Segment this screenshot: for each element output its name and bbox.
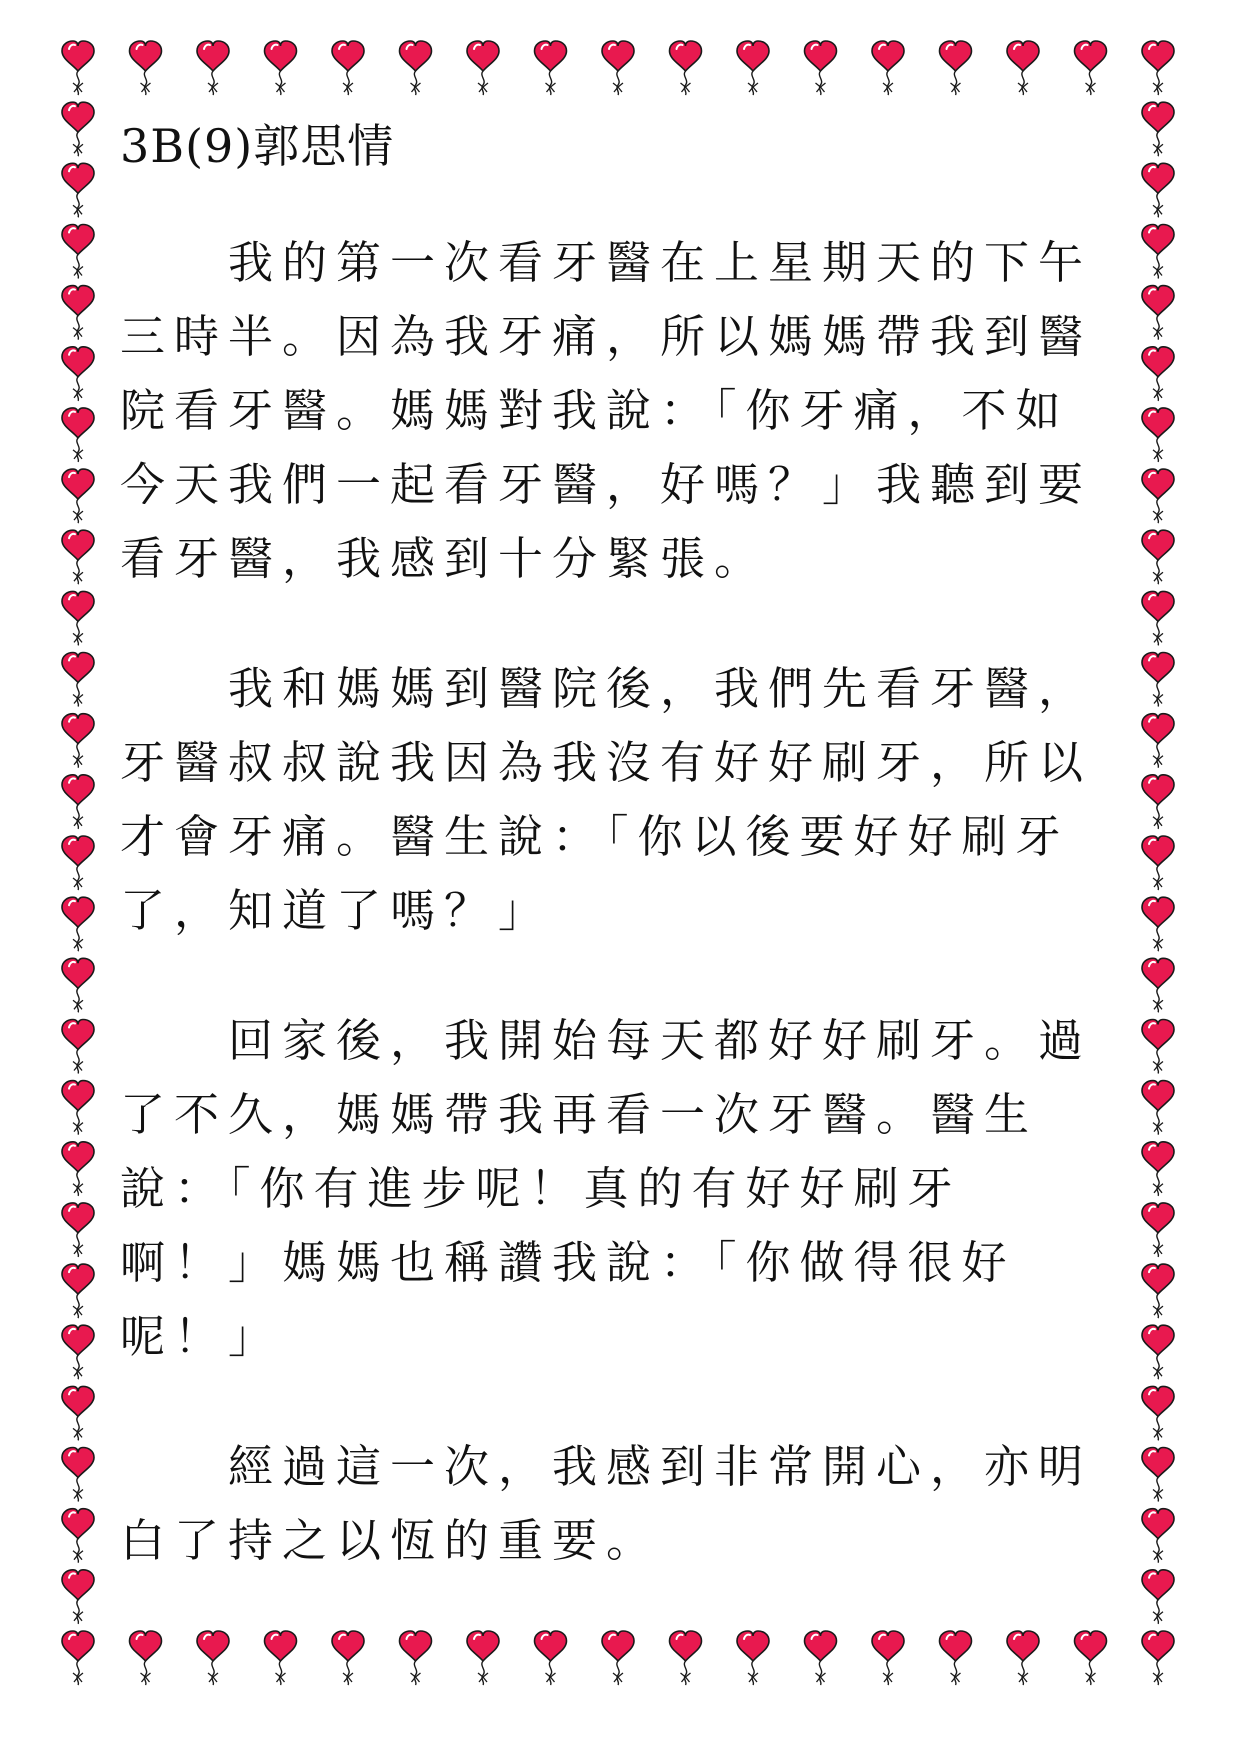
heart-balloon-icon	[197, 41, 229, 95]
heart-balloon-icon	[670, 1631, 702, 1685]
heart-balloon-icon	[1142, 1570, 1174, 1624]
paragraph-line: 我的第一次看牙醫在上星期天的下午	[228, 236, 1093, 289]
heart-balloon-icon	[1142, 1631, 1174, 1685]
heart-balloon-icon	[62, 469, 94, 523]
heart-balloon-icon	[62, 286, 94, 340]
paragraph	[120, 652, 1100, 948]
heart-balloon-icon	[62, 1203, 94, 1257]
paragraph-line: 白了持之以恆的重要。	[120, 1514, 661, 1567]
paragraph-line: 了，知道了嗎？」	[120, 884, 553, 937]
heart-balloon-icon	[872, 1631, 904, 1685]
heart-balloon-icon	[130, 41, 162, 95]
heart-balloon-icon	[1142, 591, 1174, 645]
heart-balloon-icon	[1142, 1142, 1174, 1196]
heart-balloon-icon	[62, 897, 94, 951]
heart-balloon-icon	[602, 1631, 634, 1685]
heart-balloon-icon	[1075, 1631, 1107, 1685]
paragraph-line: 了不久，媽媽帶我再看一次牙醫。醫生	[120, 1088, 1039, 1141]
heart-balloon-icon	[62, 1509, 94, 1563]
heart-balloon-icon	[62, 1448, 94, 1502]
heart-balloon-icon	[737, 41, 769, 95]
heart-balloon-icon	[940, 1631, 972, 1685]
heart-balloon-icon	[62, 1325, 94, 1379]
heart-balloon-icon	[197, 1631, 229, 1685]
heart-balloon-icon	[1142, 897, 1174, 951]
heart-balloon-icon	[62, 775, 94, 829]
paragraph	[120, 1004, 1100, 1374]
heart-balloon-icon	[265, 1631, 297, 1685]
heart-balloon-icon	[62, 958, 94, 1012]
heart-balloon-icon	[805, 1631, 837, 1685]
heart-balloon-icon	[1142, 714, 1174, 768]
heart-balloon-icon	[62, 41, 94, 95]
heart-balloon-icon	[1142, 1203, 1174, 1257]
paragraph-line: 院看牙醫。媽媽對我說：「你牙痛，不如	[120, 384, 1070, 437]
heart-balloon-icon	[1142, 102, 1174, 156]
heart-balloon-icon	[1142, 225, 1174, 279]
heart-balloon-icon	[62, 347, 94, 401]
heart-balloon-icon	[332, 1631, 364, 1685]
paragraph-line: 看牙醫，我感到十分緊張。	[120, 532, 769, 585]
heart-balloon-icon	[62, 1631, 94, 1685]
heart-balloon-icon	[62, 1386, 94, 1440]
heart-balloon-icon	[535, 41, 567, 95]
heart-balloon-icon	[940, 41, 972, 95]
heart-balloon-icon	[1142, 958, 1174, 1012]
heart-balloon-icon	[400, 41, 432, 95]
heart-balloon-icon	[62, 1081, 94, 1135]
heart-balloon-icon	[535, 1631, 567, 1685]
paragraph-line: 呢！」	[120, 1310, 283, 1363]
paragraph	[120, 226, 1100, 596]
heart-balloon-icon	[1007, 1631, 1039, 1685]
heart-balloon-icon	[62, 653, 94, 707]
heart-balloon-icon	[1142, 163, 1174, 217]
heart-balloon-icon	[1142, 469, 1174, 523]
heart-balloon-icon	[62, 530, 94, 584]
paragraph	[120, 1430, 1100, 1578]
essay-body	[120, 226, 1100, 1578]
heart-balloon-icon	[62, 102, 94, 156]
heart-balloon-icon	[670, 41, 702, 95]
heart-balloon-icon	[872, 41, 904, 95]
heart-balloon-icon	[1142, 1081, 1174, 1135]
heart-balloon-icon	[1142, 530, 1174, 584]
heart-balloon-icon	[1142, 1509, 1174, 1563]
paragraph-line: 經過這一次，我感到非常開心，亦明	[228, 1440, 1093, 1493]
heart-balloon-icon	[62, 1570, 94, 1624]
paragraph-line: 牙醫叔叔說我因為我沒有好好刷牙，所以	[120, 736, 1093, 789]
heart-balloon-icon	[332, 41, 364, 95]
heart-balloon-icon	[400, 1631, 432, 1685]
heart-balloon-icon	[265, 41, 297, 95]
heart-balloon-icon	[1142, 1264, 1174, 1318]
heart-balloon-icon	[62, 1142, 94, 1196]
paragraph-line: 三時半。因為我牙痛，所以媽媽帶我到醫	[120, 310, 1093, 363]
heart-balloon-icon	[467, 1631, 499, 1685]
heart-balloon-icon	[62, 591, 94, 645]
heart-balloon-icon	[1142, 1448, 1174, 1502]
heart-balloon-icon	[1142, 41, 1174, 95]
heart-balloon-icon	[467, 41, 499, 95]
heart-balloon-icon	[1075, 41, 1107, 95]
paragraph-line: 啊！」媽媽也稱讚我說：「你做得很好	[120, 1236, 1016, 1289]
heart-balloon-icon	[62, 714, 94, 768]
essay	[120, 118, 1100, 1634]
heart-balloon-icon	[1142, 347, 1174, 401]
heart-balloon-icon	[62, 163, 94, 217]
heart-balloon-icon	[1142, 408, 1174, 462]
heart-balloon-icon	[62, 836, 94, 890]
paragraph-line: 今天我們一起看牙醫，好嗎？」我聽到要	[120, 458, 1093, 511]
author-name: 3B(9)郭思情	[120, 119, 395, 173]
heart-balloon-icon	[1007, 41, 1039, 95]
heart-balloon-icon	[805, 41, 837, 95]
heart-balloon-icon	[1142, 653, 1174, 707]
heart-balloon-icon	[62, 1264, 94, 1318]
heart-balloon-icon	[1142, 836, 1174, 890]
heart-balloon-icon	[1142, 775, 1174, 829]
heart-balloon-icon	[602, 41, 634, 95]
paragraph-line: 說：「你有進步呢！真的有好好刷牙	[120, 1162, 962, 1215]
heart-balloon-icon	[1142, 286, 1174, 340]
paragraph-line: 回家後，我開始每天都好好刷牙。過	[228, 1014, 1093, 1067]
heart-balloon-icon	[1142, 1325, 1174, 1379]
heart-balloon-icon	[62, 1020, 94, 1074]
heart-balloon-icon	[62, 408, 94, 462]
heart-balloon-icon	[1142, 1020, 1174, 1074]
heart-balloon-icon	[130, 1631, 162, 1685]
heart-balloon-icon	[1142, 1386, 1174, 1440]
paragraph-line: 才會牙痛。醫生說：「你以後要好好刷牙	[120, 810, 1070, 863]
paragraph-line: 我和媽媽到醫院後，我們先看牙醫，	[228, 662, 1093, 715]
heart-balloon-icon	[62, 225, 94, 279]
heart-balloon-icon	[737, 1631, 769, 1685]
